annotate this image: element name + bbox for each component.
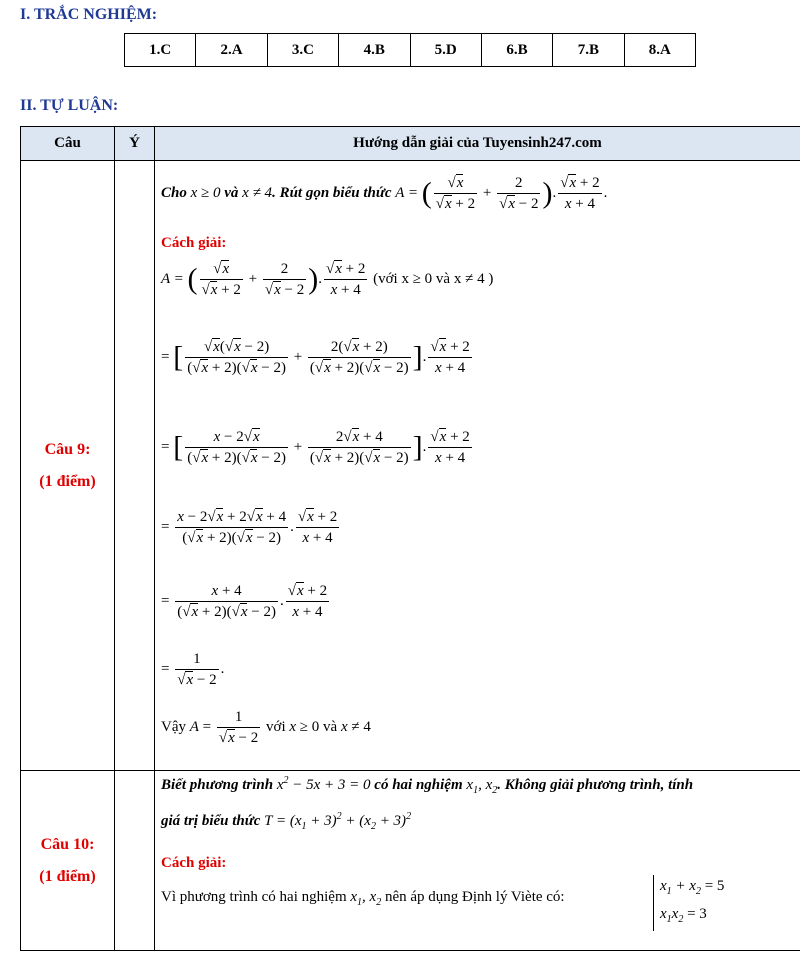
q10-viete: Vì phương trình có hai nghiệm $x_1$, $x_2$ nên áp dụng Định lý Viète có: bbox=[161, 889, 565, 908]
answer-cell: 4.B bbox=[339, 34, 410, 67]
answer-cell: 5.D bbox=[410, 34, 481, 67]
q9-label: Câu 9: bbox=[44, 440, 91, 458]
q10-label-cell bbox=[21, 771, 115, 951]
q9-step-3: = [ $\frac{x - 2√x}{(√x + 2)(√x - 2)}$ + $\frac{2√x + 4}{(√x + 2)(√x - 2)}$ ]. $\frac{√x + 2}{x + 4}$ bbox=[161, 429, 470, 466]
q9-content bbox=[155, 161, 800, 771]
q9-step-4: = $\frac{x - 2√x + 2√x + 4}{(√x + 2)(√x - 2)}$ . $\frac{√x + 2}{x + 4}$ bbox=[161, 509, 338, 546]
answer-key-table bbox=[124, 33, 696, 67]
q10-y-cell bbox=[115, 771, 155, 951]
q9-conclusion: Vậy A = $\frac{1}{√x - 2}$ với x ≥ 0 và x ≠ 4 bbox=[161, 709, 371, 746]
answer-cell: 2.A bbox=[196, 34, 267, 67]
q9-step-5: = $\frac{x + 4}{(√x + 2)(√x - 2)}$ . $\frac{√x + 2}{x + 4}$ bbox=[161, 583, 328, 620]
answer-cell: 6.B bbox=[481, 34, 552, 67]
q9-label-cell bbox=[21, 161, 115, 771]
q10-points: (1 điểm) bbox=[39, 867, 96, 885]
answer-cell: 1.C bbox=[125, 34, 196, 67]
q9-y-cell bbox=[115, 161, 155, 771]
q10-method: Cách giải: bbox=[161, 855, 227, 871]
q9-step-6: = $\frac{1}{√x - 2}$ . bbox=[161, 651, 225, 688]
q10-prompt-line1: Biết phương trình $x^2 - 5x + 3 = 0$ có hai nghiệm $x_1$, $x_2$. Không giải phương trình, tính bbox=[161, 775, 694, 796]
q10-label: Câu 10: bbox=[40, 835, 95, 853]
section-2-title: II. TỰ LUẬN: bbox=[20, 97, 119, 114]
q10-prompt-line2: giá trị biểu thức $T = (x_1 + 3)^2 + (x_2 + 3)^2$ bbox=[161, 811, 412, 832]
answer-cell: 8.A bbox=[624, 34, 695, 67]
header-guide: Hướng dẫn giải của Tuyensinh247.com bbox=[155, 127, 800, 161]
q9-method: Cách giải: bbox=[161, 235, 227, 251]
q10-viete-system: $x_1 + x_2 = 5$ $x_1x_2 = 3$ bbox=[653, 875, 724, 931]
answer-cell: 7.B bbox=[553, 34, 624, 67]
q10-content bbox=[155, 771, 800, 951]
header-cau: Câu bbox=[21, 127, 115, 161]
q9-step-2: = [ $\frac{√x(√x - 2)}{(√x + 2)(√x - 2)}$ + $\frac{2(√x + 2)}{(√x + 2)(√x - 2)}$ ]. $\frac{√x + 2}{x + 4}$ bbox=[161, 339, 470, 376]
answer-cell: 3.C bbox=[267, 34, 338, 67]
header-y: Ý bbox=[115, 127, 155, 161]
section-1-title: I. TRẮC NGHIỆM: bbox=[20, 6, 158, 23]
q9-points: (1 điểm) bbox=[39, 472, 96, 490]
solution-table bbox=[20, 126, 800, 951]
q9-prompt: Cho x ≥ 0 và x ≠ 4. Rút gọn biểu thức A = ( $\frac{√x}{√x + 2}$ + $\frac{2}{√x - 2}$ ). $\frac{√x + 2}{x + 4}$ . bbox=[161, 175, 608, 212]
q9-step-1: A = ( $\frac{√x}{√x + 2}$ + $\frac{2}{√x - 2}$ ). $\frac{√x + 2}{x + 4}$ (với x ≥ 0 và x ≠ 4 ) bbox=[161, 261, 494, 298]
